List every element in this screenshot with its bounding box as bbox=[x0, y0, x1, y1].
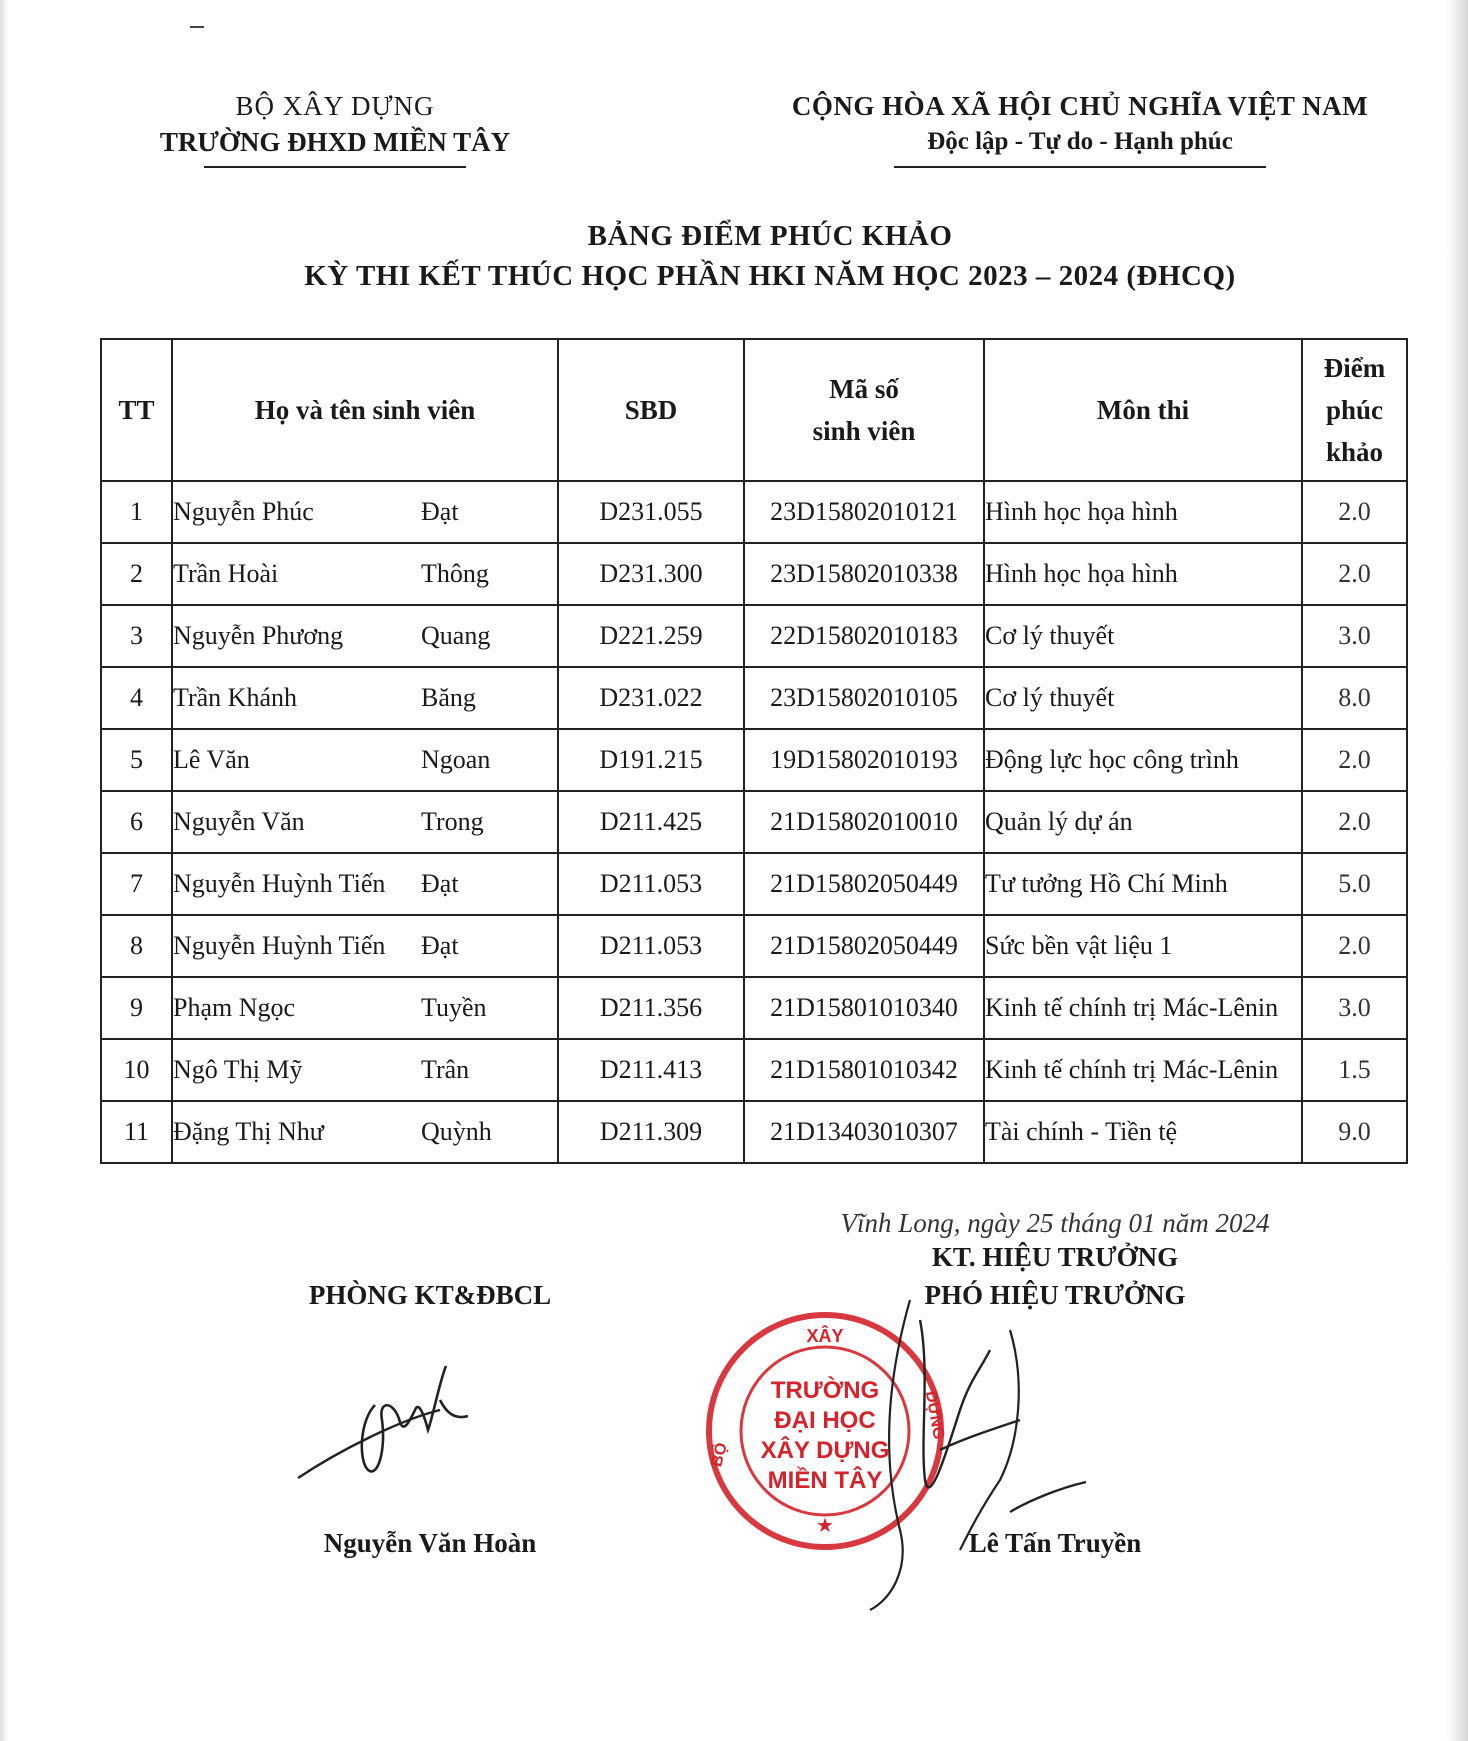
cell-surname: Nguyễn Văn bbox=[173, 807, 305, 836]
cell-sbd: D231.300 bbox=[558, 543, 744, 605]
table-row bbox=[101, 605, 1407, 667]
col-header-tt: TT bbox=[101, 339, 172, 481]
cell-grade: 2.0 bbox=[1302, 915, 1407, 977]
cell-sbd: D211.425 bbox=[558, 791, 744, 853]
cell-surname: Phạm Ngọc bbox=[173, 993, 296, 1022]
cell-tt: 9 bbox=[101, 977, 172, 1039]
header-right bbox=[740, 88, 1420, 168]
cell-sbd: D231.055 bbox=[558, 481, 744, 543]
cell-grade: 8.0 bbox=[1302, 667, 1407, 729]
cell-mssv: 21D15802010010 bbox=[744, 791, 984, 853]
cell-mssv: 23D15802010121 bbox=[744, 481, 984, 543]
title-line-2: KỲ THI KẾT THÚC HỌC PHẦN HKI NĂM HỌC 2023 – 2024 (ĐHCQ) bbox=[304, 260, 1236, 292]
cell-grade: 5.0 bbox=[1302, 853, 1407, 915]
cell-sbd: D211.356 bbox=[558, 977, 744, 1039]
cell-given-name: Trong bbox=[421, 807, 484, 836]
cell-surname: Trần Khánh bbox=[173, 683, 297, 712]
cell-mssv: 22D15802010183 bbox=[744, 605, 984, 667]
cell-surname: Lê Văn bbox=[173, 745, 250, 774]
col-header-sbd: SBD bbox=[558, 339, 744, 481]
seal-line-3: XÂY DỰNG bbox=[760, 1437, 890, 1464]
table-row bbox=[101, 853, 1407, 915]
cell-subject: Động lực học công trình bbox=[984, 729, 1302, 791]
cell-sbd: D211.309 bbox=[558, 1101, 744, 1163]
cell-grade: 9.0 bbox=[1302, 1101, 1407, 1163]
cell-tt: 8 bbox=[101, 915, 172, 977]
signer-title-kt: KT. HIỆU TRƯỞNG bbox=[931, 1242, 1179, 1272]
country-name: CỘNG HÒA XÃ HỘI CHỦ NGHĨA VIỆT NAM bbox=[791, 91, 1369, 121]
grades-table bbox=[100, 338, 1408, 1164]
cell-sbd: D231.022 bbox=[558, 667, 744, 729]
cell-name bbox=[172, 1039, 558, 1101]
cell-tt: 2 bbox=[101, 543, 172, 605]
document-title bbox=[80, 216, 1460, 296]
col-header-mssv-line-1: Mã số bbox=[829, 374, 899, 404]
cell-surname: Ngô Thị Mỹ bbox=[173, 1055, 303, 1084]
cell-name bbox=[172, 915, 558, 977]
col-header-diem bbox=[1302, 339, 1407, 481]
cell-sbd: D211.053 bbox=[558, 915, 744, 977]
cell-name bbox=[172, 791, 558, 853]
table-row bbox=[101, 543, 1407, 605]
cell-mssv: 21D15802050449 bbox=[744, 915, 984, 977]
cell-name bbox=[172, 853, 558, 915]
cell-subject: Sức bền vật liệu 1 bbox=[984, 915, 1302, 977]
cell-name bbox=[172, 729, 558, 791]
cell-surname: Nguyễn Huỳnh Tiến bbox=[173, 931, 386, 960]
seal-ring-top: XÂY bbox=[806, 1326, 844, 1346]
cell-given-name: Ngoan bbox=[421, 745, 491, 774]
header-right-rule bbox=[894, 166, 1266, 168]
title-line-1: BẢNG ĐIỂM PHÚC KHẢO bbox=[587, 220, 953, 252]
table-row bbox=[101, 667, 1407, 729]
cell-name bbox=[172, 977, 558, 1039]
col-header-name: Họ và tên sinh viên bbox=[172, 339, 558, 481]
cell-grade: 2.0 bbox=[1302, 481, 1407, 543]
cell-grade: 1.5 bbox=[1302, 1039, 1407, 1101]
cell-grade: 3.0 bbox=[1302, 977, 1407, 1039]
cell-subject: Quản lý dự án bbox=[984, 791, 1302, 853]
signature-right bbox=[850, 1290, 1090, 1620]
cell-subject: Kinh tế chính trị Mác-Lênin bbox=[984, 977, 1302, 1039]
cell-mssv: 19D15802010193 bbox=[744, 729, 984, 791]
seal-line-4: MIỀN TÂY bbox=[767, 1467, 883, 1494]
cell-grade: 2.0 bbox=[1302, 729, 1407, 791]
cell-tt: 5 bbox=[101, 729, 172, 791]
cell-given-name: Đạt bbox=[421, 931, 459, 960]
cell-mssv: 23D15802010338 bbox=[744, 543, 984, 605]
table-row bbox=[101, 1039, 1407, 1101]
cell-sbd: D191.215 bbox=[558, 729, 744, 791]
scan-left-shadow bbox=[0, 0, 8, 1741]
cell-surname: Nguyễn Phương bbox=[173, 621, 344, 650]
cell-mssv: 23D15802010105 bbox=[744, 667, 984, 729]
cell-surname: Trần Hoài bbox=[173, 559, 279, 588]
cell-mssv: 21D13403010307 bbox=[744, 1101, 984, 1163]
header-left-rule bbox=[204, 166, 466, 168]
cell-tt: 7 bbox=[101, 853, 172, 915]
cell-mssv: 21D15801010342 bbox=[744, 1039, 984, 1101]
seal-line-1: TRƯỜNG bbox=[770, 1377, 880, 1404]
cell-tt: 4 bbox=[101, 667, 172, 729]
col-header-diem-line-1: Điểm bbox=[1323, 353, 1386, 383]
cell-given-name: Quang bbox=[421, 621, 491, 650]
cell-subject: Kinh tế chính trị Mác-Lênin bbox=[984, 1039, 1302, 1101]
cell-tt: 3 bbox=[101, 605, 172, 667]
table-row bbox=[101, 1101, 1407, 1163]
cell-subject: Cơ lý thuyết bbox=[984, 605, 1302, 667]
cell-given-name: Tuyền bbox=[421, 993, 487, 1022]
cell-mssv: 21D15802050449 bbox=[744, 853, 984, 915]
cell-sbd: D211.053 bbox=[558, 853, 744, 915]
cell-subject: Tư tưởng Hồ Chí Minh bbox=[984, 853, 1302, 915]
cell-mssv: 21D15801010340 bbox=[744, 977, 984, 1039]
cell-surname: Nguyễn Huỳnh Tiến bbox=[173, 869, 386, 898]
cell-subject: Tài chính - Tiền tệ bbox=[984, 1101, 1302, 1163]
cell-name bbox=[172, 1101, 558, 1163]
table-row bbox=[101, 977, 1407, 1039]
table-row bbox=[101, 791, 1407, 853]
cell-grade: 2.0 bbox=[1302, 791, 1407, 853]
cell-tt: 11 bbox=[101, 1101, 172, 1163]
table-header-row bbox=[101, 339, 1407, 481]
school-name: TRƯỜNG ĐHXD MIỀN TÂY bbox=[159, 127, 511, 157]
cell-given-name: Quỳnh bbox=[421, 1117, 492, 1146]
cell-tt: 6 bbox=[101, 791, 172, 853]
table-row bbox=[101, 915, 1407, 977]
place-and-date: Vĩnh Long, ngày 25 tháng 01 năm 2024 bbox=[840, 1208, 1270, 1238]
cell-given-name: Trân bbox=[421, 1055, 470, 1084]
cell-given-name: Đạt bbox=[421, 497, 459, 526]
cell-tt: 1 bbox=[101, 481, 172, 543]
signature-left bbox=[290, 1360, 490, 1480]
cell-given-name: Đạt bbox=[421, 869, 459, 898]
seal-line-2: ĐẠI HỌC bbox=[774, 1407, 876, 1434]
col-header-mon: Môn thi bbox=[984, 339, 1302, 481]
header-left bbox=[120, 88, 550, 168]
cell-tt: 10 bbox=[101, 1039, 172, 1101]
scan-mark bbox=[190, 26, 204, 28]
cell-subject: Cơ lý thuyết bbox=[984, 667, 1302, 729]
cell-subject: Hình học họa hình bbox=[984, 481, 1302, 543]
cell-name bbox=[172, 605, 558, 667]
cell-given-name: Băng bbox=[421, 683, 476, 712]
signer-name-right: Lê Tấn Truyền bbox=[968, 1528, 1142, 1558]
col-header-mssv-line-2: sinh viên bbox=[812, 416, 916, 446]
table-row bbox=[101, 729, 1407, 791]
seal-ring-left: BỘ bbox=[708, 1441, 731, 1469]
cell-grade: 3.0 bbox=[1302, 605, 1407, 667]
col-header-diem-line-2: phúc bbox=[1325, 395, 1384, 425]
col-header-mssv bbox=[744, 339, 984, 481]
cell-grade: 2.0 bbox=[1302, 543, 1407, 605]
cell-sbd: D211.413 bbox=[558, 1039, 744, 1101]
table-row bbox=[101, 481, 1407, 543]
signer-title-vice-principal: PHÓ HIỆU TRƯỞNG bbox=[924, 1280, 1186, 1310]
signer-name-left: Nguyễn Văn Hoàn bbox=[323, 1528, 537, 1558]
col-header-diem-line-3: khảo bbox=[1325, 437, 1384, 467]
seal-ring-right: DỰNG bbox=[921, 1389, 948, 1441]
cell-name bbox=[172, 667, 558, 729]
cell-surname: Nguyễn Phúc bbox=[173, 497, 314, 526]
cell-surname: Đặng Thị Như bbox=[173, 1117, 324, 1146]
cell-name bbox=[172, 543, 558, 605]
cell-subject: Hình học họa hình bbox=[984, 543, 1302, 605]
cell-given-name: Thông bbox=[421, 559, 489, 588]
cell-sbd: D221.259 bbox=[558, 605, 744, 667]
seal-star-icon: ★ bbox=[816, 1513, 834, 1537]
department-name: PHÒNG KT&ĐBCL bbox=[308, 1280, 552, 1310]
cell-name bbox=[172, 481, 558, 543]
ministry-name: BỘ XÂY DỰNG bbox=[235, 91, 435, 121]
national-motto: Độc lập - Tự do - Hạnh phúc bbox=[927, 128, 1233, 155]
